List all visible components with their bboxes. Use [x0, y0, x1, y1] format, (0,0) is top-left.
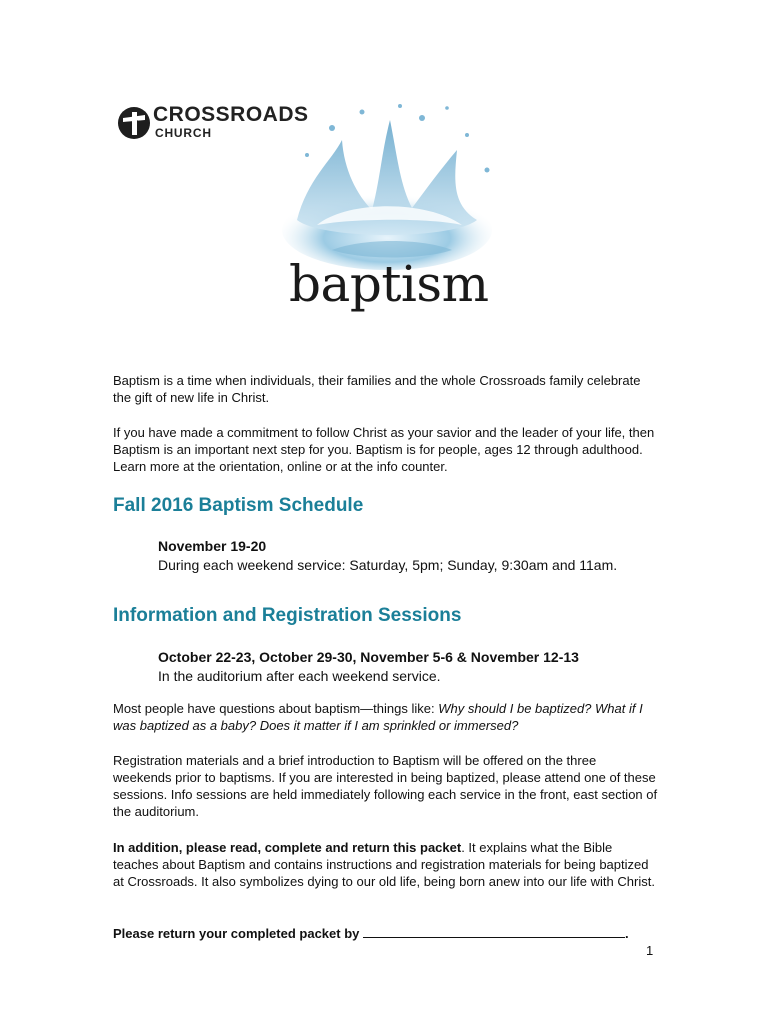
schedule-date: November 19-20: [158, 538, 267, 554]
intro-paragraph-2: If you have made a commitment to follow Christ as your savior and the leader of your life, then Baptism is an important next step for you. Baptism is for people, ages 12 through adulthood. Learn more at the orientation, online or at the info counter.: [113, 425, 655, 474]
water-splash-image: [262, 100, 512, 275]
questions-italic: Why should I be baptized? What if I was baptized as a baby? Does it matter if I am sprinkled or immersed?: [113, 701, 643, 733]
packet-rest: . It explains what the Bible teaches about Baptism and contains instructions and registration materials for being baptized at Crossroads. It also symbolizes dying to our old life, being born anew into our life with Christ.: [113, 840, 655, 889]
intro-paragraph-1: Baptism is a time when individuals, their families and the whole Crossroads family celebrate the gift of new life in Christ.: [113, 373, 641, 405]
page-number: 1: [646, 943, 654, 958]
questions-paragraph: [113, 700, 658, 734]
cross-road-mark-icon: [117, 106, 151, 140]
hero-title-baptism: baptism: [289, 255, 489, 313]
return-label: Please return your completed packet by: [113, 926, 363, 941]
schedule-detail: During each weekend service: Saturday, 5pm; Sunday, 9:30am and 11am.: [158, 557, 618, 573]
packet-bold: In addition, please read, complete and return this packet: [113, 840, 462, 855]
return-date-blank[interactable]: [363, 926, 625, 938]
return-line: [113, 925, 658, 942]
logo-text-crossroads: CROSSROADS: [153, 103, 309, 126]
return-end: .: [624, 926, 629, 941]
sessions-heading: Information and Registration Sessions: [113, 605, 462, 626]
logo-text-church: CHURCH: [155, 126, 212, 140]
packet-paragraph: [113, 839, 658, 890]
registration-paragraph: Registration materials and a brief introduction to Baptism will be offered on the three weekends prior to baptisms. If you are interested in being baptized, please attend one of these sessions. Info sessions are held immediately following each service in the front, east section of the auditorium.: [113, 753, 658, 819]
sessions-location: In the auditorium after each weekend service.: [158, 668, 441, 684]
questions-lead: Most people have questions about baptism—things like:: [113, 701, 439, 716]
schedule-heading: Fall 2016 Baptism Schedule: [113, 495, 364, 516]
sessions-dates: October 22-23, October 29-30, November 5-6 & November 12-13: [158, 649, 579, 665]
